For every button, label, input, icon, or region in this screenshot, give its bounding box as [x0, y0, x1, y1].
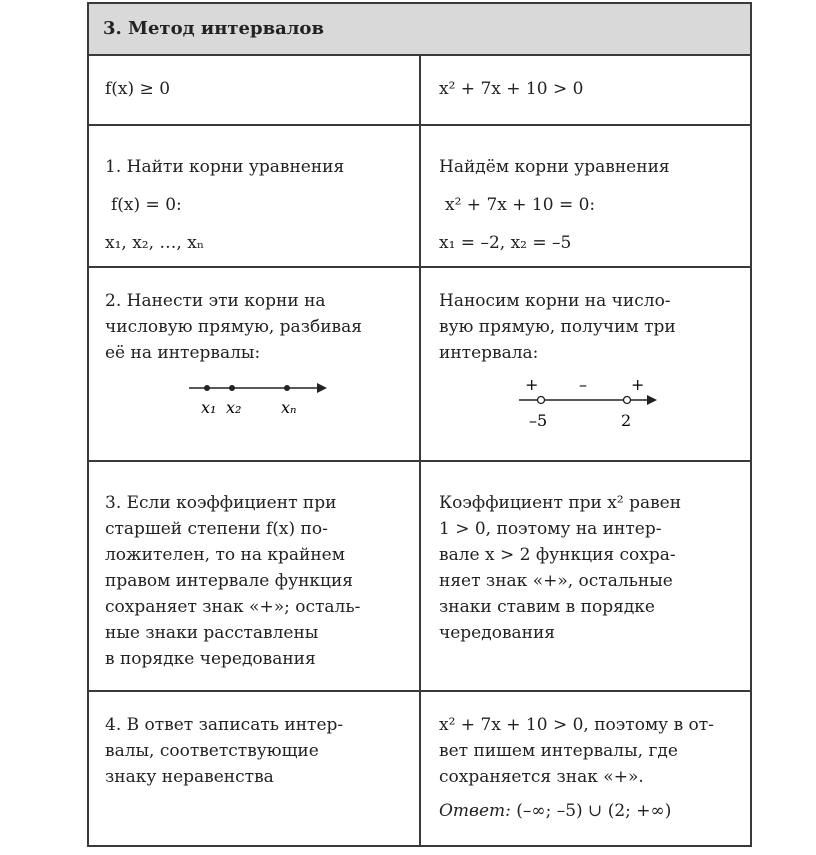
step-4-text: 4. В ответ записать интер- валы, соответствующие знаку неравенства	[105, 715, 344, 787]
column-divider	[419, 54, 421, 845]
axis-arrow	[647, 395, 657, 405]
step-2-text: 2. Нанести эти корни на числовую прямую, разбивая её на интервалы:	[105, 291, 362, 363]
answer-value: (–∞; –5) ∪ (2; +∞)	[516, 801, 672, 821]
step-1-example: Найдём корни уравнения x² + 7x + 10 = 0: x₁ = –2, x₂ = –5	[439, 157, 670, 253]
answer-line	[439, 798, 739, 824]
number-line-example	[519, 378, 659, 438]
number-line-general	[189, 373, 329, 428]
sign-left: +	[525, 378, 539, 394]
table-header	[89, 4, 750, 56]
axis-label-x1: x₁	[201, 398, 217, 417]
section-title: 3. Метод интервалов	[103, 18, 324, 39]
step-1-text: 1. Найти корни уравнения f(x) = 0: x₁, x₂, …, xₙ	[105, 157, 345, 253]
method-table	[87, 2, 752, 847]
axis-label-xn: xₙ	[281, 398, 297, 417]
sign-right: +	[631, 378, 645, 394]
root-point-2	[624, 397, 631, 404]
axis-label-x2: x₂	[226, 398, 242, 417]
step-3-example: Коэффициент при x² равен 1 > 0, поэтому на интер- вале x > 2 функция сохра- няет знак «+», остальные знаки ставим в порядке чередования	[439, 493, 682, 643]
root-point-x2	[229, 385, 235, 391]
step-4-example: x² + 7x + 10 > 0, поэтому в от- вет пишем интервалы, где сохраняется знак «+». Ответ: (–∞; –5) ∪ (2; +∞)	[439, 712, 739, 824]
answer-label: Ответ:	[439, 801, 511, 821]
axis-label-minus5: –5	[529, 411, 548, 430]
sign-middle: –	[579, 378, 587, 394]
step-2-example: Наносим корни на число- вую прямую, получим три интервала:	[439, 291, 676, 363]
root-point-minus5	[538, 397, 545, 404]
axis-arrow	[317, 383, 327, 393]
axis-label-2: 2	[621, 411, 632, 430]
root-point-x1	[204, 385, 210, 391]
step-3-text: 3. Если коэффициент при старшей степени f(x) по- ложителен, то на крайнем правом интервале функция сохраняет знак «+»; осталь- ные знаки расставлены в порядке чередования	[105, 493, 361, 669]
example-inequality: x² + 7x + 10 > 0	[439, 79, 584, 99]
root-point-xn	[284, 385, 290, 391]
general-inequality: f(x) ≥ 0	[105, 79, 171, 99]
